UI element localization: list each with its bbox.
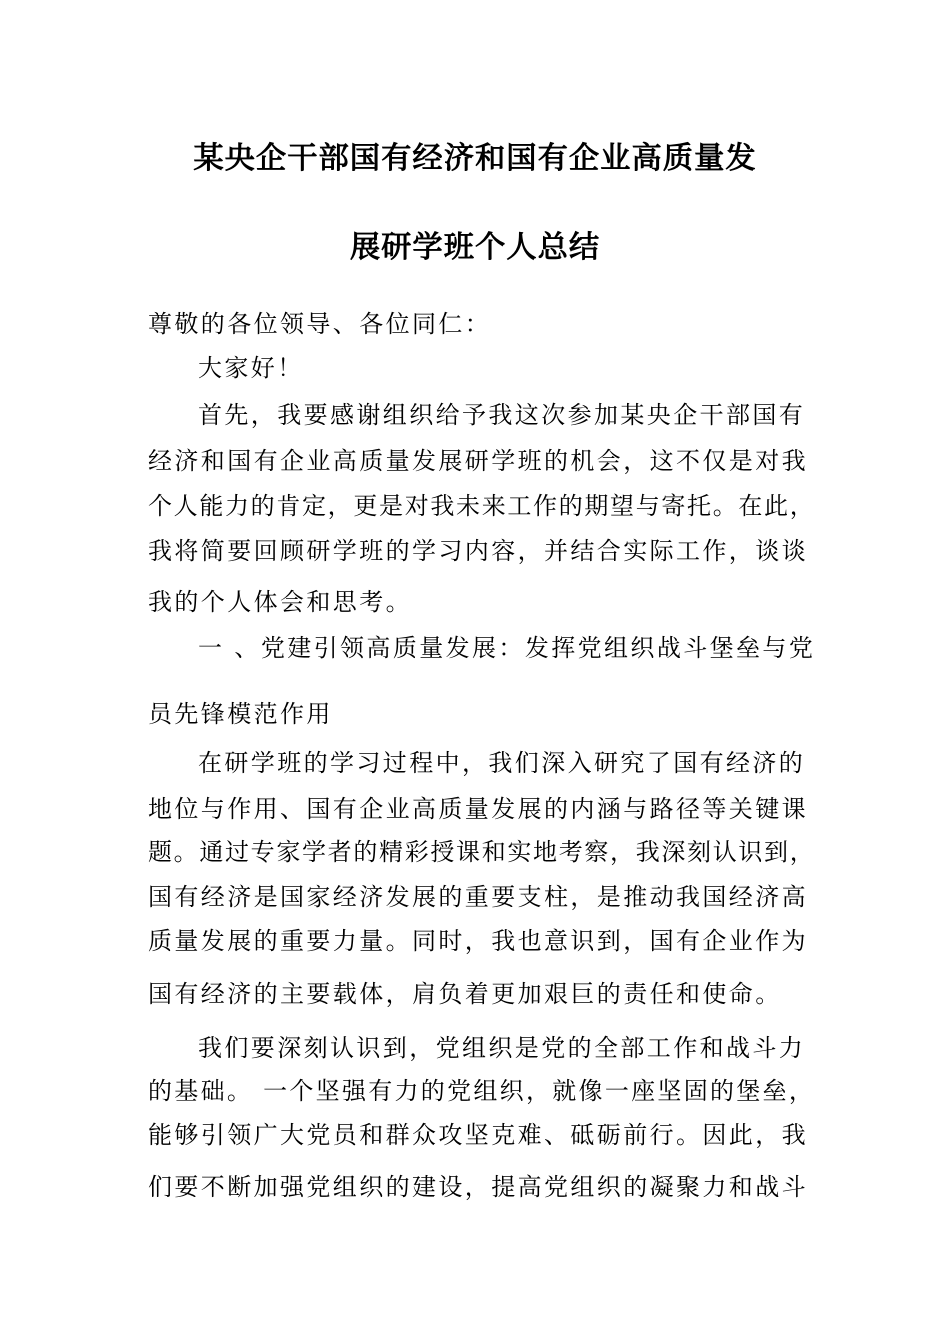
paragraph-2-line-5: 质量发展的重要力量。同时，我也意识到，国有企业作为 bbox=[148, 927, 808, 955]
paragraph-3-line-1: 我们要深刻认识到，党组织是党的全部工作和战斗力 bbox=[198, 1034, 806, 1062]
paragraph-3-line-4: 们要不断加强党组织的建设，提高党组织的凝聚力和战斗 bbox=[148, 1173, 808, 1201]
paragraph-1-line-1: 首先，我要感谢组织给予我这次参加某央企干部国有 bbox=[198, 401, 806, 429]
paragraph-1-line-2: 经济和国有企业高质量发展研学班的机会，这不仅是对我 bbox=[148, 447, 808, 475]
paragraph-2-line-1: 在研学班的学习过程中，我们深入研究了国有经济的 bbox=[198, 749, 806, 777]
section-heading-line-2: 员先锋模范作用 bbox=[148, 700, 333, 728]
title-line-2: 展研学班个人总结 bbox=[349, 230, 601, 265]
paragraph-3-line-3: 能够引领广大党员和群众攻坚克难、砥砺前行。因此，我 bbox=[148, 1121, 808, 1149]
title-line-1: 某央企干部国有经济和国有企业高质量发 bbox=[193, 141, 757, 176]
greeting: 大家好！ bbox=[198, 354, 304, 382]
paragraph-3-line-2: 的基础。 一个坚强有力的党组织，就像一座坚固的堡垒， bbox=[148, 1077, 816, 1105]
paragraph-2-line-3: 题。通过专家学者的精彩授课和实地考察，我深刻认识到， bbox=[148, 838, 816, 866]
paragraph-2-line-4: 国有经济是国家经济发展的重要支柱，是推动我国经济高 bbox=[148, 883, 808, 911]
paragraph-1-line-3: 个人能力的肯定，更是对我未来工作的期望与寄托。在此， bbox=[148, 492, 816, 520]
section-heading-line-1: 一 、党建引领高质量发展：发挥党组织战斗堡垒与党 bbox=[198, 634, 816, 662]
paragraph-1-line-4: 我将简要回顾研学班的学习内容，并结合实际工作，谈谈 bbox=[148, 537, 808, 565]
salutation: 尊敬的各位领导、各位同仁： bbox=[148, 310, 492, 338]
paragraph-2-line-6: 国有经济的主要载体，肩负着更加艰巨的责任和使命。 bbox=[148, 980, 782, 1008]
paragraph-2-line-2: 地位与作用、国有企业高质量发展的内涵与路径等关键课 bbox=[148, 795, 808, 823]
paragraph-1-line-5: 我的个人体会和思考。 bbox=[148, 588, 412, 616]
